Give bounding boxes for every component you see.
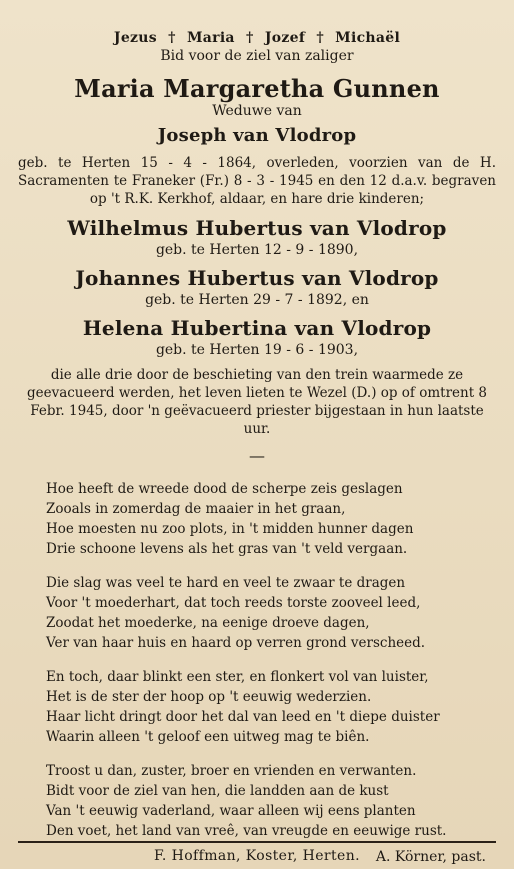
poem-stanza-4: [46, 761, 496, 841]
cross-icon: †: [168, 30, 176, 46]
poem-author: A. Körner, past.: [375, 849, 486, 865]
poem-stanza-2: [46, 573, 496, 653]
poem-line: En toch, daar blinkt een ster, en flonkert vol van luister,: [46, 669, 429, 685]
poem: [18, 479, 496, 841]
poem-line: Ver van haar huis en haard op verren grond verscheed.: [46, 635, 426, 651]
poem-line: Bidt voor de ziel van hen, die landden aan de kust: [46, 783, 389, 799]
cross-icon: †: [246, 30, 254, 46]
child-birth-2: geb. te Herten 29 - 7 - 1892, en: [145, 292, 369, 308]
widow-line: Weduwe van: [212, 103, 302, 119]
child-birth-1: geb. te Herten 12 - 9 - 1890,: [155, 242, 359, 258]
child-birth-3: geb. te Herten 19 - 6 - 1903,: [155, 342, 359, 358]
poem-line: Den voet, het land van vreê, van vreugde en eeuwige rust.: [46, 823, 447, 839]
holy-name-jezus: Jezus: [113, 30, 157, 46]
poem-line: Waarin alleen 't geloof een uitweg mag te biên.: [46, 729, 370, 745]
spouse-name: Joseph van Vlodrop: [157, 125, 357, 146]
poem-line: Haar licht dringt door het dal van leed en 't diepe duister: [46, 709, 440, 725]
holy-name-maria: Maria: [186, 30, 235, 46]
prayer-line: Bid voor de ziel van zaliger: [160, 48, 354, 64]
poem-line: Drie schoone levens als het gras van 't veld vergaan.: [46, 541, 408, 557]
holy-name-jozef: Jozef: [264, 30, 306, 46]
poem-stanza-1: [46, 479, 496, 559]
circumstances-note: die alle drie door de beschieting van den trein waarmede ze geevacueerd werden, het leven lieten te Wezel (D.) op of omtrent 8 Febr. 1945, door 'n geëvacueerd priester bijgestaan in hun laatste uur.: [26, 367, 488, 437]
poem-line: Troost u dan, zuster, broer en vrienden en verwanten.: [46, 763, 417, 779]
deceased-biography: geb. te Herten 15 - 4 - 1864, overleden, voorzien van de H. Sacramenten te Franeker (Fr.) 8 - 3 - 1945 en den 12 d.a.v. begraven op 't R.K. Kerkhof, aldaar, en hare drie kinderen;: [18, 155, 496, 207]
section-divider: —: [249, 446, 265, 465]
footer-rule: [18, 841, 496, 843]
holy-name-michael: Michaël: [335, 30, 401, 46]
poem-line: Zoodat het moederke, na eenige droeve dagen,: [46, 615, 370, 631]
poem-line: Hoe moesten nu zoo plots, in 't midden hunner dagen: [46, 521, 414, 537]
poem-line: Zooals in zomerdag de maaier in het graan,: [46, 501, 346, 517]
poem-line: Die slag was veel te hard en veel te zwaar te dragen: [46, 575, 406, 591]
holy-names-line: [18, 0, 496, 46]
child-name-3: Helena Hubertina van Vlodrop: [82, 316, 432, 340]
poem-line: Voor 't moederhart, dat toch reeds torste zooveel leed,: [46, 595, 421, 611]
poem-line: Het is de ster der hoop op 't eeuwig wederzien.: [46, 689, 372, 705]
poem-line: Van 't eeuwig vaderland, waar alleen wij eens planten: [46, 803, 416, 819]
deceased-name: Maria Margaretha Gunnen: [74, 74, 440, 103]
child-name-2: Johannes Hubertus van Vlodrop: [75, 266, 439, 290]
printer-credit: F. Hoffman, Koster, Herten.: [153, 848, 360, 864]
child-name-1: Wilhelmus Hubertus van Vlodrop: [67, 216, 447, 240]
cross-icon: †: [316, 30, 324, 46]
poem-line: Hoe heeft de wreede dood de scherpe zeis geslagen: [46, 481, 403, 497]
poem-stanza-3: [46, 667, 496, 747]
